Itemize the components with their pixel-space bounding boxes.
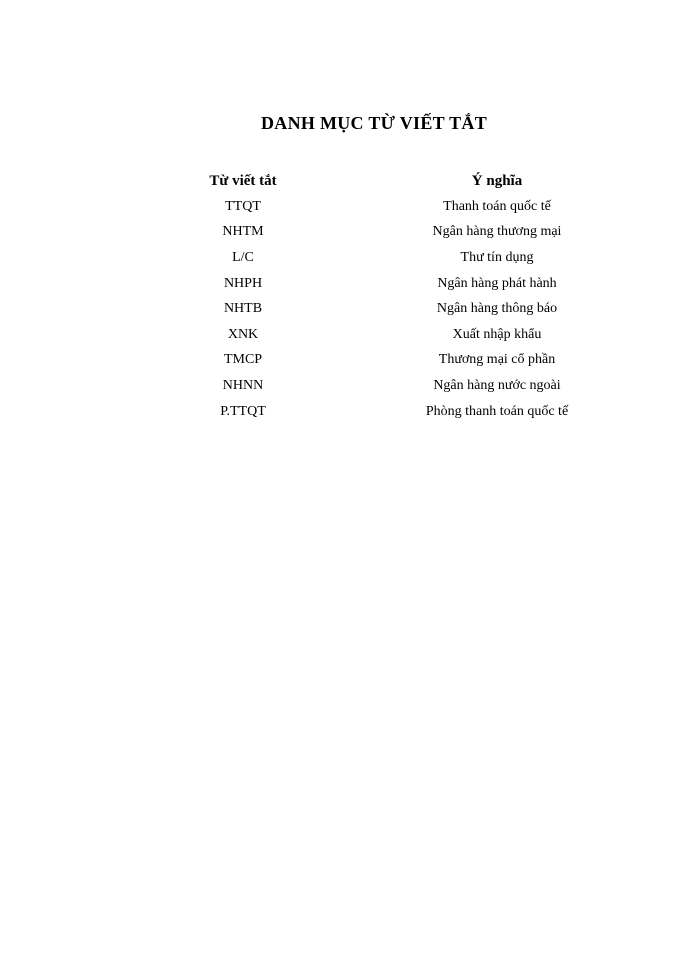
meaning-cell: Ngân hàng nước ngoài xyxy=(433,377,561,393)
abbreviation-cell: NHTB xyxy=(223,301,263,317)
table-row xyxy=(180,322,610,348)
header-meaning: Ý nghĩa xyxy=(471,172,523,189)
meaning-cell: Thương mại cổ phần xyxy=(438,352,556,368)
abbreviation-cell: TTQT xyxy=(225,198,261,214)
meaning-cell: Ngân hàng thương mại xyxy=(432,224,562,240)
meaning-cell: Ngân hàng thông báo xyxy=(436,301,558,317)
abbreviation-cell: NHPH xyxy=(223,275,263,291)
table-row xyxy=(180,220,610,246)
abbreviation-cell: NHNN xyxy=(222,377,264,393)
abbreviation-cell: L/C xyxy=(232,249,254,265)
table-row xyxy=(180,348,610,374)
table-row xyxy=(180,296,610,322)
table-row xyxy=(180,245,610,271)
abbreviation-cell: TMCP xyxy=(223,352,263,368)
header-abbreviation: Từ viết tắt xyxy=(209,172,277,189)
meaning-cell: Thanh toán quốc tế xyxy=(443,198,551,214)
table-row xyxy=(180,271,610,297)
meaning-cell: Xuất nhập khẩu xyxy=(452,326,542,342)
table-row xyxy=(180,373,610,399)
meaning-cell: Phòng thanh toán quốc tế xyxy=(425,403,569,419)
meaning-cell: Thư tín dụng xyxy=(460,249,534,265)
abbreviation-cell: NHTM xyxy=(222,224,264,240)
meaning-cell: Ngân hàng phát hành xyxy=(437,275,557,291)
table-header-row xyxy=(180,168,610,194)
table-row xyxy=(180,399,610,425)
abbreviation-cell: P.TTQT xyxy=(220,403,266,419)
table-row xyxy=(180,194,610,220)
page-title: DANH MỤC TỪ VIẾT TẮT xyxy=(260,113,488,133)
abbreviation-table xyxy=(180,168,610,424)
abbreviation-cell: XNK xyxy=(227,326,259,342)
